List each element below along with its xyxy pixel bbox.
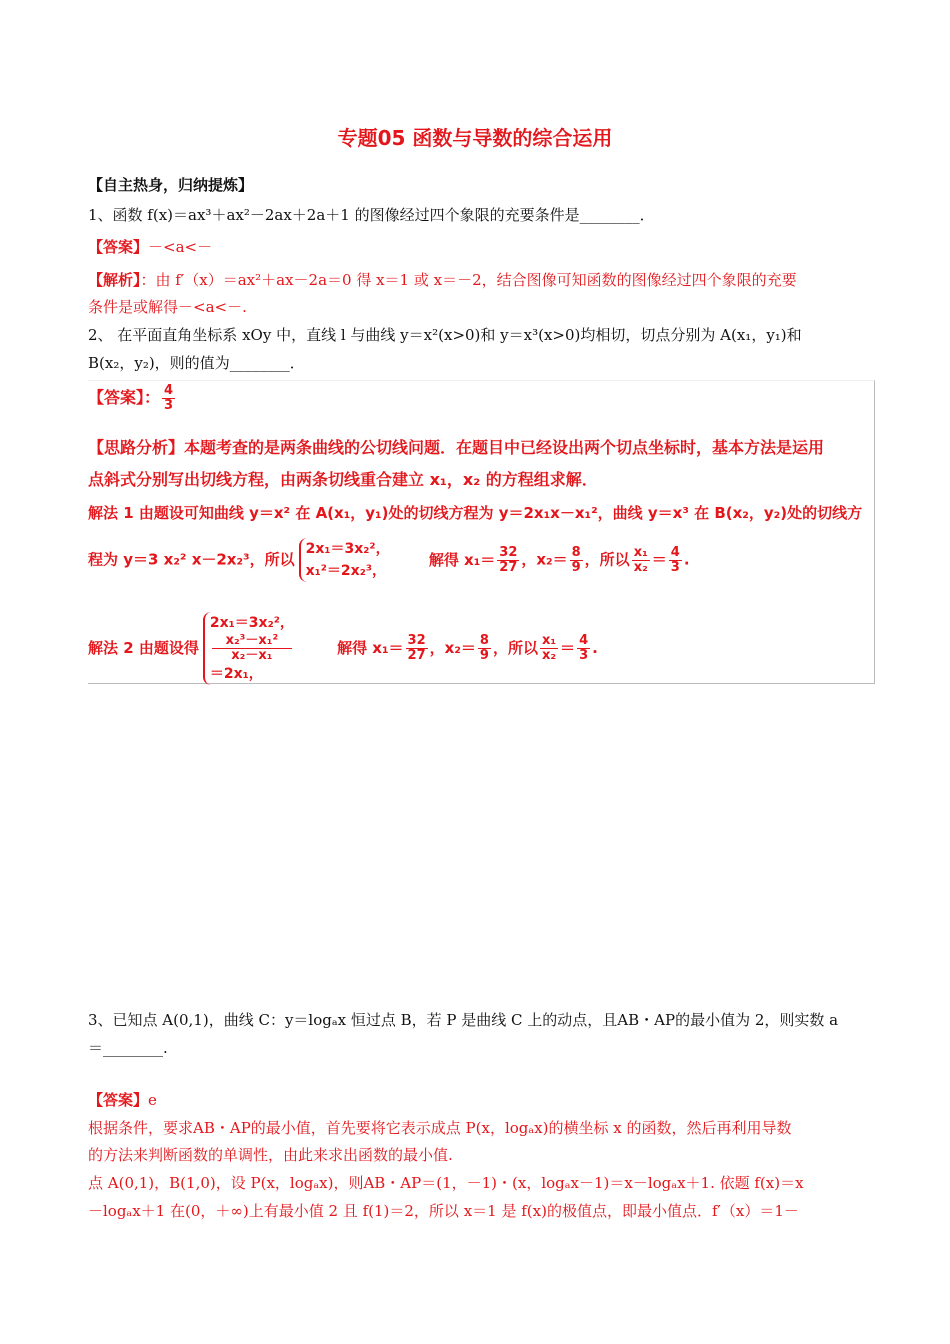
answer-label: 【答案】 [88, 1091, 149, 1109]
analysis-label: 【思路分析】 [88, 438, 185, 457]
question-1-analysis-line-2: 条件是或解得－<a<－. [88, 298, 247, 316]
question-3-text-line-1: 3、已知点 A(0,1)，曲线 C：y＝logₐx 恒过点 B，若 P 是曲线 C 上的动点，且AB・AP的最小值为 2，则实数 a [88, 1011, 839, 1029]
question-1-text: 1、函数 f(x)＝ax³＋ax²－2ax＋2a＋1 的图像经过四个象限的充要条件是________． [88, 206, 655, 224]
method-1-line-2: 程为 y＝3 x₂² x－2x₂³，所以 2x₁＝3x₂²， x₁²＝2x₂³， 解得 x₁＝ $\frac{32}{27}$ ，x₂＝ $\frac{8}{9}$ ，所以 $\frac{\text{x₁}}{\text{x₂}}$ ＝ $\frac{4}{3}$ . [88, 538, 690, 582]
question-3-solution-line-3: 点 A(0,1)，B(1,0)，设 P(x，logₐx)，则AB・AP＝(1，－1)・(x，logₐx－1)＝x－logₐx＋1. 依题 f(x)＝x [88, 1174, 804, 1192]
equation-system: 2x₁＝3x₂²， x₁²＝2x₂³， [299, 538, 390, 582]
question-2-answer [88, 384, 177, 413]
answer-value: e [148, 1091, 157, 1109]
answer-label: 【答案】 [88, 238, 149, 256]
question-3-solution-line-2: 的方法来判断函数的单调性，由此来求出函数的最小值. [88, 1146, 453, 1164]
answer-label: 【答案】： [88, 388, 161, 407]
equation-system: 2x₁＝3x₂²， x₂³－x₁² x₂－x₁ ＝2x₁， [203, 612, 294, 685]
question-3-solution-line-4: －logₐx＋1 在(0，＋∞)上有最小值 2 且 f(1)＝2，所以 x＝1 是 f(x)的极值点，即最小值点．f′（x）＝1－ [88, 1202, 799, 1220]
method-1-line-1: 解法 1 由题设可知曲线 y＝x² 在 A(x₁，y₁)处的切线方程为 y＝2x₁x－x₁²，曲线 y＝x³ 在 B(x₂，y₂)处的切线方 [88, 504, 863, 522]
question-3-text-line-2: ＝________. [88, 1039, 168, 1057]
question-3-answer [88, 1090, 868, 1110]
question-1-answer [88, 237, 868, 257]
analysis-label: 【解析】 [88, 271, 141, 289]
page-title: 专题05 函数与导数的综合运用 [337, 126, 613, 150]
section-heading: 【自主热身，归纳提炼】 [88, 176, 254, 194]
answer-value: －<a<－ [148, 238, 213, 256]
answer-fraction: $\frac{4}{3}$ [164, 383, 174, 413]
method-2-line: 解法 2 由题设得 2x₁＝3x₂²， x₂³－x₁² x₂－x₁ ＝2x₁， 解得 x₁＝ $\frac{32}{27}$ ，x₂＝ $\frac{8}{9}$ ，所以 $\frac{\text{x₁}}{\text{x₂}}$ ＝ $\frac{4}{3}$ . [88, 612, 598, 685]
question-1-analysis-line-1: 【解析】：由 f′（x）＝ax²＋ax－2a＝0 得 x＝1 或 x＝－2，结合图像可知函数的图像经过四个象限的充要 [88, 271, 797, 289]
question-2-text-line-2: B(x₂，y₂)，则的值为________． [88, 354, 305, 372]
question-3-solution-line-1: 根据条件，要求AB・AP的最小值，首先要将它表示成点 P(x，logₐx)的横坐标 x 的函数，然后再利用导数 [88, 1119, 792, 1137]
question-2-text-line-1: 2、 在平面直角坐标系 xOy 中，直线 l 与曲线 y＝x²(x>0)和 y＝x³(x>0)均相切，切点分别为 A(x₁，y₁)和 [88, 326, 802, 344]
question-2-analysis-line-2: 点斜式分别写出切线方程，由两条切线重合建立 x₁，x₂ 的方程组求解． [88, 470, 598, 489]
question-2-analysis-line-1: 【思路分析】本题考查的是两条曲线的公切线问题．在题目中已经设出两个切点坐标时，基本方法是运用 [88, 438, 825, 457]
